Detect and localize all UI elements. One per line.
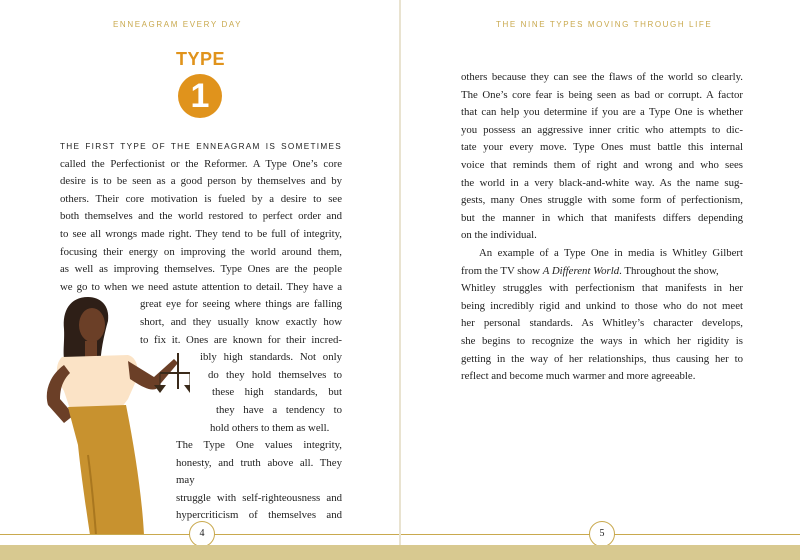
text-fragment: from the TV show <box>461 264 543 277</box>
text-line: she begins to recognize the ways in which her rigidity is <box>461 334 743 347</box>
text-line: An example of a Type One in media is Whitley Gilbert <box>479 246 743 259</box>
text-line: focusing their energy on improving the world around them, <box>60 245 342 258</box>
text-line: that can help you determine if you are a Type One is whether <box>461 106 743 119</box>
text-fragment: . Throughout the show, <box>619 264 719 277</box>
text-line: Whitley struggles with perfectionism that manifests in her <box>461 282 743 295</box>
page-number-right: 5 <box>589 521 615 545</box>
text-line: to fix it. Ones are known for their incred- <box>140 333 342 346</box>
text-line: they have a tendency to <box>216 403 342 416</box>
text-line: on the individual. <box>461 229 537 242</box>
text-line: struggle with self-righteousness and <box>176 491 342 504</box>
type-number: 1 <box>190 77 210 115</box>
running-head-right: THE NINE TYPES MOVING THROUGH LIFE <box>496 20 713 29</box>
text-line: ibly high standards. Not only <box>200 351 342 364</box>
woman-holding-scales-illustration-icon <box>30 295 190 535</box>
right-body-text <box>461 69 743 386</box>
text-line: The Type One values integrity, <box>176 439 342 452</box>
type-label: TYPE <box>176 49 226 69</box>
text-line: as well as improving themselves. Type Ones are the people <box>60 263 342 276</box>
text-line: The One’s core fear is being seen as bad or corrupt. A factor <box>461 88 743 101</box>
text-line: these high standards, but <box>212 386 342 399</box>
text-line: voice that reminds them of right and wrong and who sees <box>461 158 743 171</box>
text-line: great eye for seeing where things are falling <box>140 298 342 311</box>
text-line: we go to when we need astute attention to detail. They have a <box>60 280 342 293</box>
text-line: reflect and become much warmer and more agreeable. <box>461 370 696 383</box>
right-page <box>401 0 800 545</box>
text-line: hypercriticism of themselves and <box>176 509 342 522</box>
text-line: the world in a very black-and-white way. As the name sug- <box>461 176 743 189</box>
type-one-badge-icon <box>178 74 222 118</box>
show-title: A Different World <box>542 264 620 277</box>
text-line: gests, many Ones struggle with some form of perfectionism, <box>461 194 743 207</box>
text-line: others because they can see the flaws of the world so clearly. <box>461 71 743 83</box>
text-line: honesty, and truth above all. They may <box>176 456 342 487</box>
text-line: tate your every move. Type Ones must battle this internal <box>461 141 743 154</box>
text-line: to see all wrongs made right. They tend to be full of integrity, <box>60 227 342 240</box>
text-line: being incredibly rigid and unkind to those who do not meet <box>461 299 743 312</box>
text-line: her personal standards. As Whitley’s character develops, <box>461 317 743 330</box>
text-line: you possess an aggressive inner critic who attempts to dic- <box>461 123 743 136</box>
text-line: do they hold themselves to <box>208 368 342 381</box>
left-page <box>0 0 399 545</box>
text-line: others. Their core motivation is fueled by a desire to see <box>60 192 342 205</box>
text-line: hold others to them as well. <box>210 421 330 434</box>
page-number-left: 4 <box>189 521 215 545</box>
text-line: desire is to be seen as a good person by themselves and by <box>60 175 342 188</box>
text-line: called the Perfectionist or the Reformer. A Type One’s core <box>60 157 342 170</box>
text-line: THE FIRST TYPE OF THE ENNEAGRAM IS SOMETIMES <box>60 142 342 151</box>
text-line: but the manner in which that manifests differs depending <box>461 211 743 224</box>
text-line: both themselves and the world restored to perfect order and <box>60 210 342 223</box>
running-head-left: ENNEAGRAM EVERY DAY <box>113 20 243 29</box>
text-line: short, and they usually know exactly how <box>140 315 342 328</box>
text-line-with-title <box>461 263 743 281</box>
text-line: getting in the way of her relationships, thus causing her to <box>461 352 743 365</box>
